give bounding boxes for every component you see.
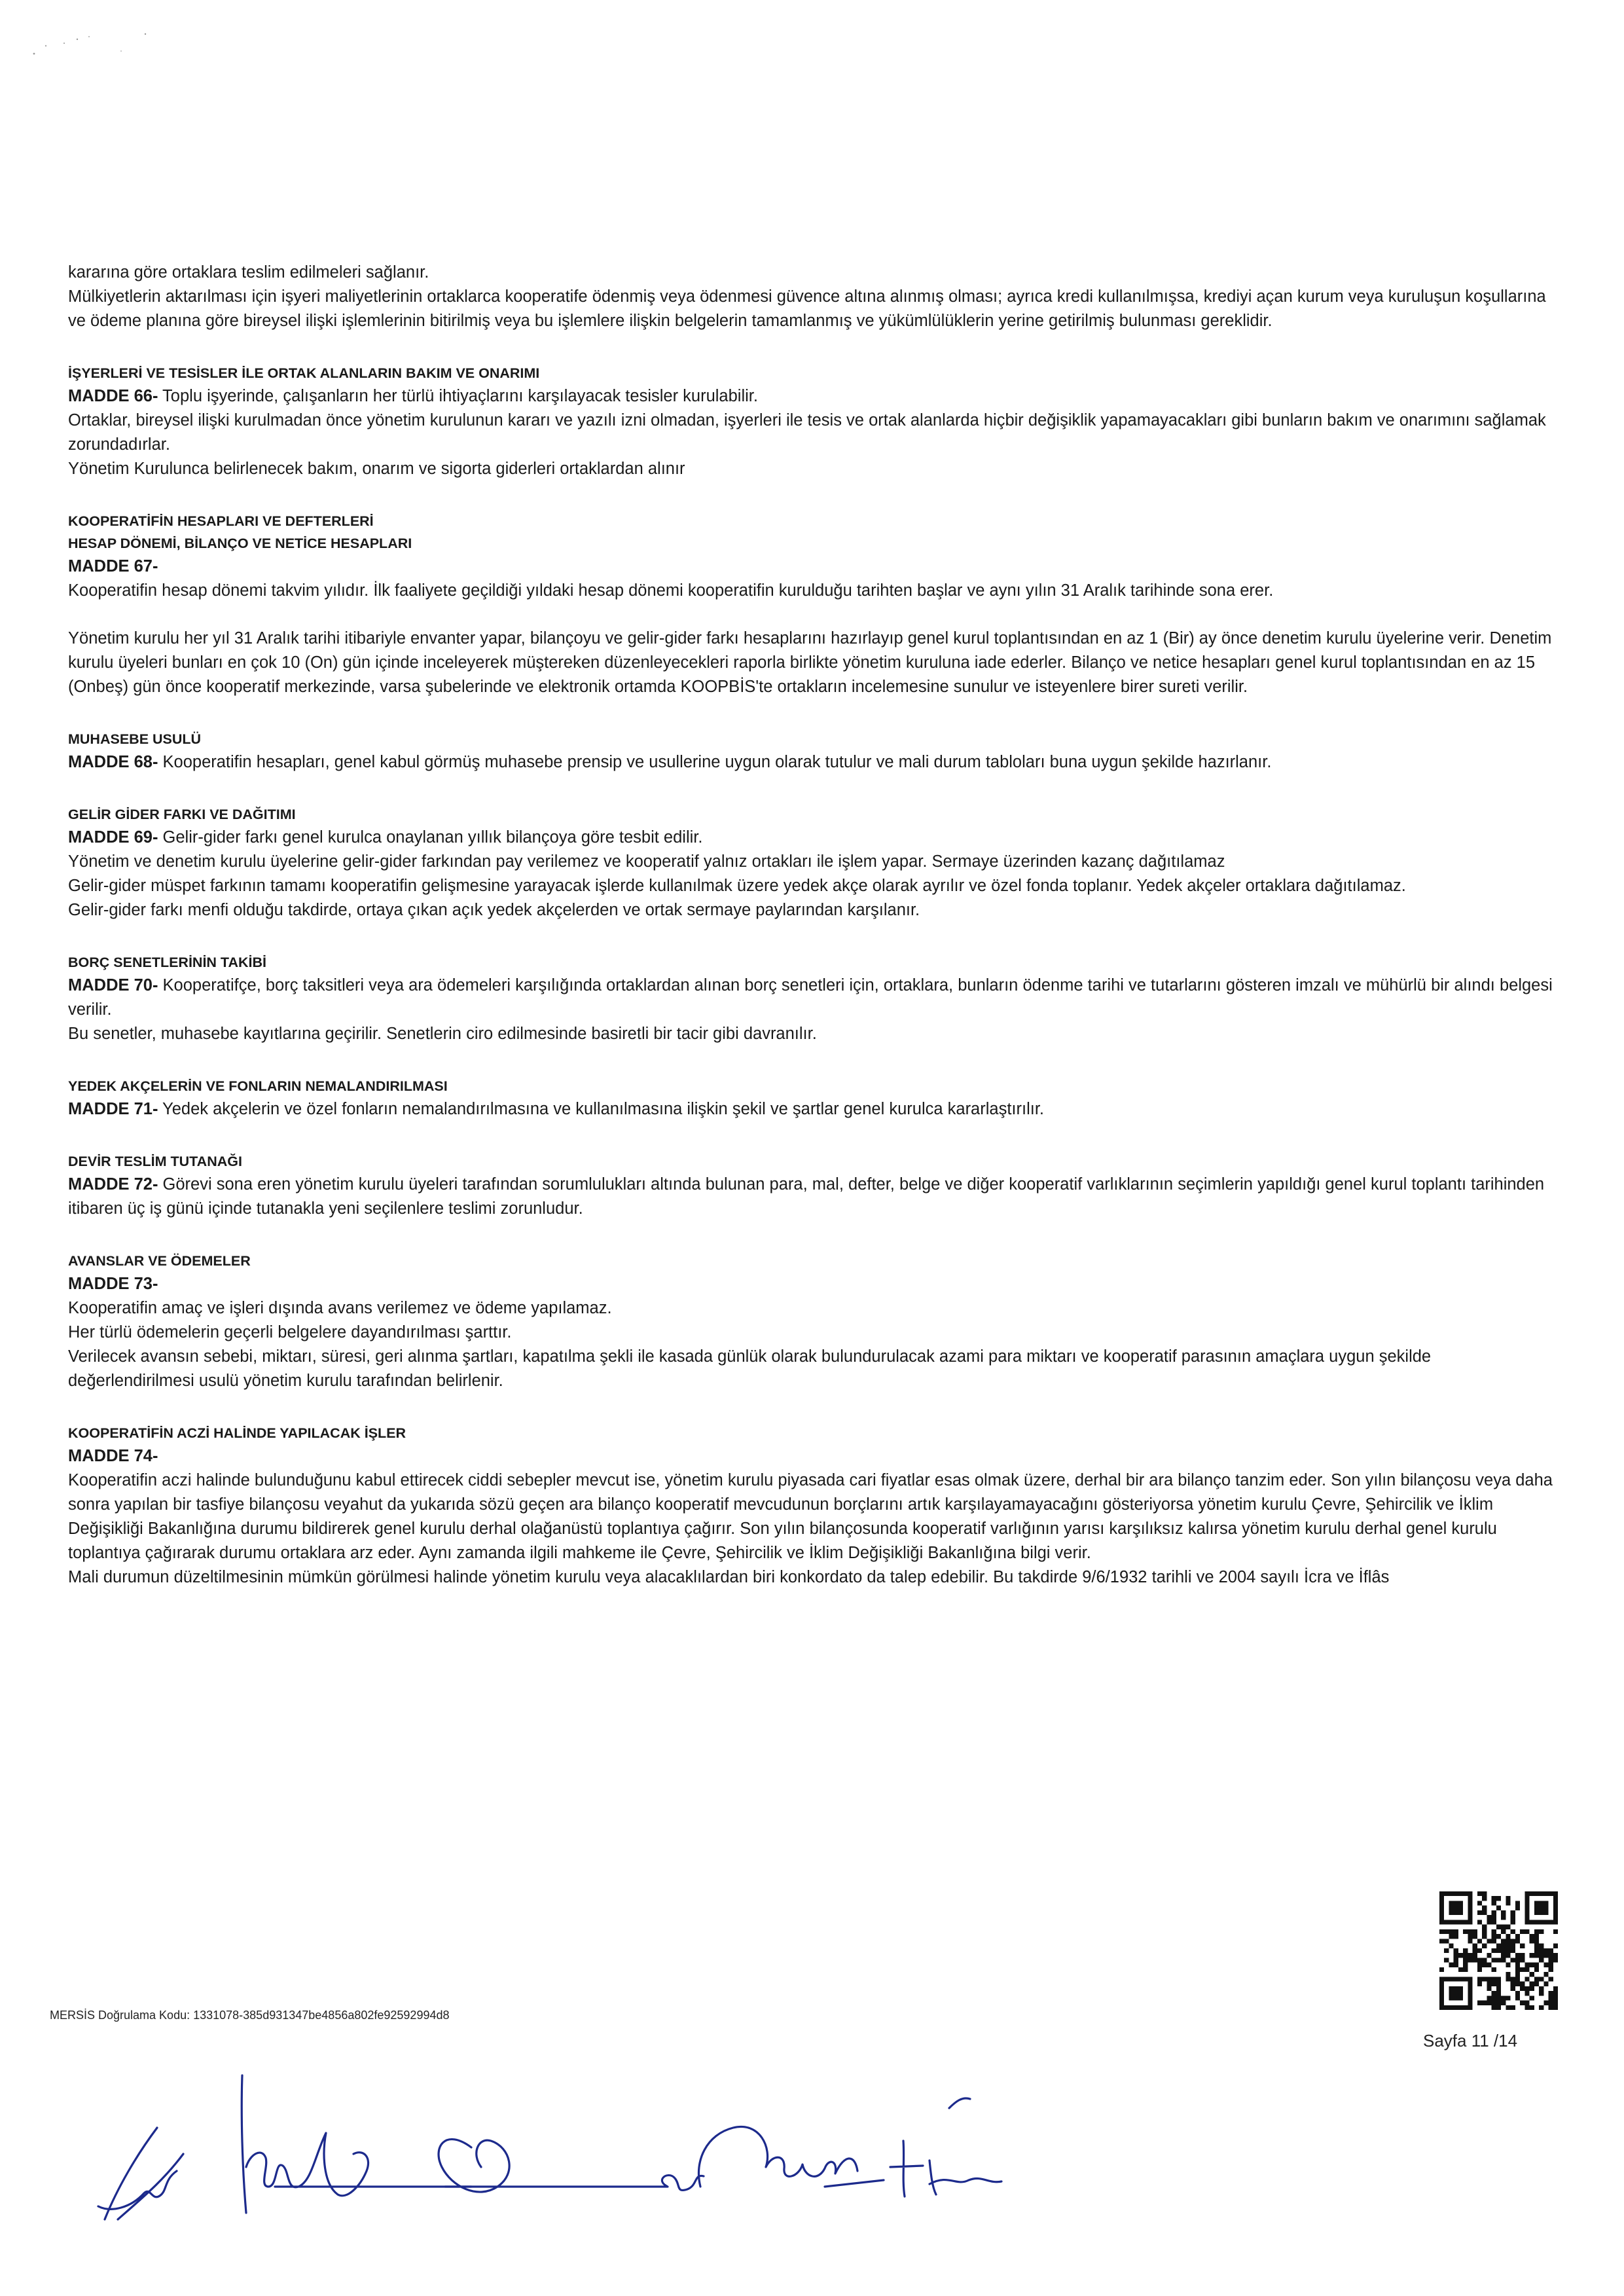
paragraph: Kooperatifin amaç ve işleri dışında avans verilemez ve ödeme yapılamaz.: [68, 1299, 612, 1317]
madde-text: Görevi sona eren yönetim kurulu üyeleri tarafından sorumlulukları altında bulunan para, mal, defter, belge ve diğer kooperatif varlıklarının seçimlerin yapıldığı genel kurul toplantı tarihinden itibaren üç iş günü içinde tutanakla yeni seçilenlere teslimi zorunludur.: [68, 1175, 1545, 1218]
document-body: [68, 261, 1557, 1590]
section-madde-70: [68, 951, 1557, 1046]
madde-number: MADDE 70-: [68, 976, 158, 994]
section-heading: MUHASEBE USULÜ: [68, 731, 202, 747]
paragraph: Yönetim kurulu her yıl 31 Aralık tarihi itibariyle envanter yapar, bilançoyu ve gelir-gider farkı hesaplarını hazırlayıp genel kurul toplantısından en az 1 (Bir) ay önce denetim kurulu üyelerine verir. Denetim kurulu üyeleri bunları en çok 10 (On) gün içinde inceleyerek müştereken düzenleyecekleri raporla birlikte yönetim kuruluna iade ederler. Bilanço ve netice hesapları genel kurul toplantısından en az 15 (Onbeş) gün önce kooperatif merkezinde, varsa şubelerinde ve elektronik ortamda KOOPBİS'te ortakların incelemesine sunulur ve isteyenlere birer sureti verilir.: [68, 629, 1552, 696]
signature-3: [439, 2140, 704, 2192]
section-heading: DEVİR TESLİM TUTANAĞI: [68, 1154, 242, 1169]
madde-text: Gelir-gider farkı genel kurulca onaylanan yıllık bilançoya göre tesbit edilir.: [158, 828, 703, 847]
section-heading: YEDEK AKÇELERİN VE FONLARIN NEMALANDIRILMASI: [68, 1078, 448, 1094]
paragraph: Kooperatifin hesap dönemi takvim yılıdır. İlk faaliyete geçildiği yıldaki hesap dönemi kooperatifin kurulduğu tarihten başlar ve aynı yılın 31 Aralık tarihinde sona erer.: [68, 581, 1274, 600]
madde-number: MADDE 68-: [68, 753, 158, 771]
section-heading: İŞYERLERİ VE TESİSLER İLE ORTAK ALANLARIN BAKIM VE ONARIMI: [68, 365, 540, 381]
paragraph: Verilecek avansın sebebi, miktarı, süresi, geri alınma şartları, kapatılma şekli ile kasada günlük olarak bulundurulacak azami para miktarı ve kooperatif parasının amaçlara uygun şekilde değerlendirilmesi usulü yönetim kurulu tarafından belirlenir.: [68, 1347, 1432, 1390]
section-heading: KOOPERATİFİN ACZİ HALİNDE YAPILACAK İŞLER: [68, 1425, 406, 1441]
section-madde-68: [68, 728, 1557, 774]
intro-section: [68, 261, 1557, 333]
madde-paragraph: [68, 974, 1557, 1022]
paragraph: Yönetim Kurulunca belirlenecek bakım, onarım ve sigorta giderleri ortaklardan alınır: [68, 460, 685, 478]
madde-paragraph: [68, 384, 1557, 409]
section-madde-67: [68, 510, 1557, 699]
madde-text: Yedek akçelerin ve özel fonların nemalandırılmasına ve kullanılmasına ilişkin şekil ve şartlar genel kurulca kararlaştırılır.: [158, 1100, 1044, 1118]
section-heading: BORÇ SENETLERİNİN TAKİBİ: [68, 955, 266, 970]
section-heading: GELİR GİDER FARKI VE DAĞITIMI: [68, 807, 296, 822]
madde-number: MADDE 67-: [68, 557, 158, 575]
madde-paragraph: [68, 750, 1557, 774]
section-heading: KOOPERATİFİN HESAPLARI VE DEFTERLERİ: [68, 513, 374, 529]
handwritten-signatures: [79, 2056, 1060, 2239]
madde-text: Toplu işyerinde, çalışanların her türlü ihtiyaçlarını karşılayacak tesisler kurulabilir.: [158, 387, 758, 405]
section-madde-74: [68, 1422, 1557, 1590]
section-madde-66: [68, 362, 1557, 481]
paragraph: Mali durumun düzeltilmesinin mümkün görülmesi halinde yönetim kurulu veya alacaklılardan biri konkordato da talep edebilir. Bu takdirde 9/6/1932 tarihli ve 2004 sayılı İcra ve İflâs: [68, 1568, 1390, 1586]
madde-number: MADDE 72-: [68, 1175, 158, 1194]
madde-paragraph: [68, 1097, 1557, 1121]
paragraph: Gelir-gider farkı menfi olduğu takdirde, ortaya çıkan açık yedek akçelerden ve ortak sermaye paylarından karşılanır.: [68, 901, 920, 919]
signature-2: [242, 2075, 471, 2213]
intro-paragraph: Mülkiyetlerin aktarılması için işyeri maliyetlerinin ortaklarca kooperatife ödenmiş veya ödenmesi güvence altına alınmış olması; ayrıca kredi kullanılmışsa, krediyi açan kurum veya kuruluşun koşullarına ve ödeme planına göre bireysel ilişki işlemlerinin bitirilmiş veya bu işlemlere ilişkin belgelerin tamamlanmış ve yükümlülüklerin yerine getirilmiş bulunması gereklidir.: [68, 287, 1546, 330]
paragraph: Her türlü ödemelerin geçerli belgelere dayandırılması şarttır.: [68, 1323, 512, 1341]
madde-number: MADDE 71-: [68, 1100, 158, 1118]
section-madde-71: [68, 1075, 1557, 1121]
paragraph: Kooperatifin aczi halinde bulunduğunu kabul ettirecek ciddi sebepler mevcut ise, yönetim kurulu piyasada cari fiyatlar esas olmak üzere, derhal bir ara bilanço tanzim eder. Son yılın bilançosu veya daha sonra yapılan bir tasfiye bilançosu veyahut da yukarıda sözü geçen ara bilanço kooperatif mevcudunun borçlarını artık karşılayamayacağını gösteriyorsa yönetim kurulu Çevre, Şehircilik ve İklim Değişikliği Bakanlığına durumu bildirerek genel kurulu derhal olağanüstü toplantıya çağırır. Son yılın bilançosunda kooperatif varlığının yarısı karşılıksız kalırsa yönetim kurulu derhal genel kurulu toplantıya çağırarak durumu ortaklara arz eder. Aynı zamanda ilgili mahkeme ile Çevre, Şehircilik ve İklim Değişikliği Bakanlığına bilgi verir.: [68, 1471, 1553, 1562]
signature-4: [698, 2098, 1001, 2196]
section-madde-72: [68, 1150, 1557, 1221]
section-subheading: HESAP DÖNEMİ, BİLANÇO VE NETİCE HESAPLARI: [68, 536, 412, 551]
madde-text: Kooperatifin hesapları, genel kabul görmüş muhasebe prensip ve usullerine uygun olarak tutulur ve mali durum tabloları buna uygun şekilde hazırlanır.: [158, 753, 1272, 771]
scan-specks: [26, 26, 170, 59]
signature-1: [98, 2128, 183, 2219]
madde-number: MADDE 69-: [68, 828, 158, 847]
section-madde-69: [68, 803, 1557, 922]
paragraph: Gelir-gider müspet farkının tamamı kooperatifin gelişmesine yarayacak işlerde kullanılmak üzere yedek akçe olarak ayrılır ve özel fonda toplanır. Yedek akçeler ortaklara dağıtılamaz.: [68, 877, 1406, 895]
section-madde-73: [68, 1250, 1557, 1393]
paragraph: Bu senetler, muhasebe kayıtlarına geçirilir. Senetlerin ciro edilmesinde basiretli bir tacir gibi davranılır.: [68, 1025, 817, 1043]
qr-code-icon: [1439, 1891, 1558, 2010]
mersis-verification-code: MERSİS Doğrulama Kodu: 1331078-385d931347be4856a802fe92592994d8: [50, 2009, 450, 2022]
madde-number: MADDE 73-: [68, 1275, 158, 1293]
madde-number: MADDE 66-: [68, 387, 158, 405]
intro-line: kararına göre ortaklara teslim edilmeleri sağlanır.: [68, 263, 429, 282]
paragraph: Yönetim ve denetim kurulu üyelerine gelir-gider farkından pay verilemez ve kooperatif yalnız ortakları ile işlem yapar. Sermaye üzerinden kazanç dağıtılamaz: [68, 852, 1225, 871]
madde-text: Kooperatifçe, borç taksitleri veya ara ödemeleri karşılığında ortaklardan alınan borç senetleri için, ortaklara, bunların ödenme tarihi ve tutarlarını gösteren imzalı ve mühürlü bir alındı belgesi verilir.: [68, 976, 1553, 1019]
madde-paragraph: [68, 1173, 1557, 1221]
page-number: Sayfa 11 /14: [1423, 2031, 1518, 2050]
section-heading: AVANSLAR VE ÖDEMELER: [68, 1253, 251, 1269]
paragraph: Ortaklar, bireysel ilişki kurulmadan önce yönetim kurulunun kararı ve yazılı izni olmadan, işyerleri ile tesis ve ortak alanlarda hiçbir değişiklik yapamayacakları gibi bunların bakım ve onarımını sağlamak zorundadırlar.: [68, 411, 1546, 454]
madde-number: MADDE 74-: [68, 1447, 158, 1465]
madde-paragraph: [68, 826, 1557, 850]
